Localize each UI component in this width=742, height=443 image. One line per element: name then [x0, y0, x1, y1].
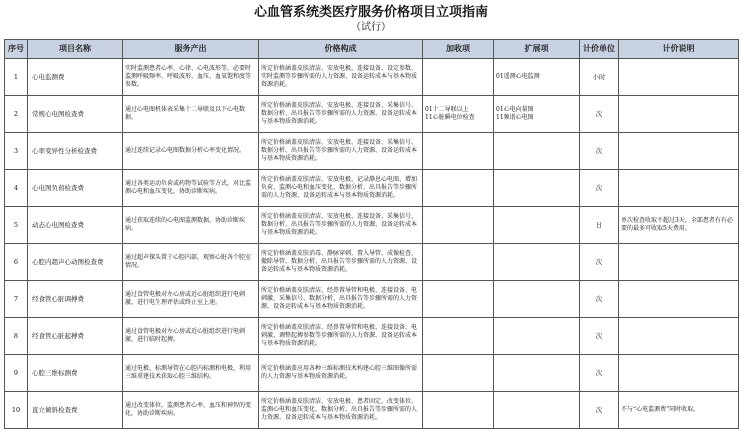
table-row: [5, 318, 739, 355]
header-name: 项目名称: [28, 40, 123, 59]
cell-addon: [423, 133, 494, 170]
cell-note: [619, 133, 739, 170]
cell-name: 经食管心脏调搏费: [28, 281, 123, 318]
cell-output: 通过连续记录心电图数据分析心率变化情况。: [123, 133, 259, 170]
document-title: 心血管系统类医疗服务价格项目立项指南: [253, 5, 488, 20]
cell-note: [619, 244, 739, 281]
cell-note: 不与“心电监测费”同时收取。: [619, 392, 739, 429]
cell-composition: 所定价格涵盖皮肤清洁、安放电极、患者固定、改变体位、监测心电和血压变化、数据分析、出具报告等步骤所需的人力资源、设备运转成本与基本物质资源消耗。: [259, 392, 423, 429]
cell-extension: [494, 318, 580, 355]
cell-unit: 次: [580, 318, 619, 355]
cell-composition: 所定价格涵盖皮肤清洁、安放电极、连接设备、采集信号、数据分析、出具报告等步骤所需的人力资源、设备运转成本与基本物质资源消耗。: [259, 96, 423, 133]
cell-unit: 次: [580, 170, 619, 207]
cell-extension: 01心电向量图 11频谱心电图: [494, 96, 580, 133]
cell-no: 1: [5, 59, 28, 96]
table-row: [5, 244, 739, 281]
cell-addon: [423, 392, 494, 429]
table-body: [5, 59, 739, 429]
cell-output: 通过心电图机体表采集十二导联及以下心电数据。: [123, 96, 259, 133]
cell-composition: 所定价格涵盖皮肤清洁、安放电极、连接设备、采集信号、数据分析、出具报告等步骤所需的人力资源、设备运转成本与基本物质资源消耗。: [259, 133, 423, 170]
cell-addon: [423, 207, 494, 244]
cell-name: 动态心电图检查费: [28, 207, 123, 244]
cell-extension: [494, 133, 580, 170]
header-note: 计价说明: [619, 40, 739, 59]
cell-extension: [494, 207, 580, 244]
header-output: 服务产出: [123, 40, 259, 59]
table-row: [5, 355, 739, 392]
cell-no: 3: [5, 133, 28, 170]
price-guide-table: [4, 39, 739, 429]
cell-output: 通过改变体位，监测患者心率、血压和神智的变化，协助诊断疾病。: [123, 392, 259, 429]
cell-name: 心电图负荷检查费: [28, 170, 123, 207]
cell-unit: 次: [580, 355, 619, 392]
cell-output: 通过各类运动负荷或药物等试验等方式，对比监测心电和血压变化，协助诊断疾病。: [123, 170, 259, 207]
cell-addon: [423, 318, 494, 355]
cell-note: [619, 96, 739, 133]
cell-composition: 所定价格涵盖皮肤清洁、安放电极、连接设备、设定参数、实时监测等步骤所需的人力资源、设备运转成本与基本物质资源消耗。: [259, 59, 423, 96]
cell-extension: [494, 170, 580, 207]
cell-name: 直立倾斜检查费: [28, 392, 123, 429]
cell-extension: 01遥测心电监测: [494, 59, 580, 96]
cell-output: 通过获取连续的心电图监测数据，协助诊断疾病。: [123, 207, 259, 244]
cell-addon: [423, 355, 494, 392]
cell-extension: [494, 244, 580, 281]
cell-unit: 次: [580, 96, 619, 133]
cell-note: [619, 355, 739, 392]
cell-note: [619, 170, 739, 207]
header-addon: 加收项: [423, 40, 494, 59]
cell-addon: [423, 281, 494, 318]
header-composition: 价格构成: [259, 40, 423, 59]
cell-extension: [494, 281, 580, 318]
cell-output: 通过食管电极对左心房或近心脏组织进行电刺激，进行临时起搏。: [123, 318, 259, 355]
table-row: [5, 96, 739, 133]
header-unit: 计价单位: [580, 40, 619, 59]
cell-output: 通过电极、标测导管在心腔内标测和电极，利用三维重建技术获取心腔三维结构。: [123, 355, 259, 392]
cell-unit: 小时: [580, 59, 619, 96]
cell-addon: 01十二导联以上 11心脏瞬电位检查: [423, 96, 494, 133]
table-row: [5, 281, 739, 318]
document-subtitle: （试行）: [351, 22, 391, 33]
table-row: [5, 392, 739, 429]
cell-extension: [494, 392, 580, 429]
cell-output: 实时监测患者心率、心律、心电波形等，必要时监测呼吸频率、呼吸波形、血压、血氧饱和度等参数。: [123, 59, 259, 96]
cell-unit: 次: [580, 133, 619, 170]
cell-no: 6: [5, 244, 28, 281]
cell-output: 通过食管电极对左心房或近心脏组织进行电刺激，进行电生理评估或终止室上速。: [123, 281, 259, 318]
cell-name: 常规心电图检查费: [28, 96, 123, 133]
cell-no: 8: [5, 318, 28, 355]
cell-no: 10: [5, 392, 28, 429]
table-row: [5, 133, 739, 170]
cell-name: 心率变异性分析检查费: [28, 133, 123, 170]
cell-unit: 次: [580, 244, 619, 281]
cell-output: 通过超声探头置于心腔内部，观察心脏各个腔室情况。: [123, 244, 259, 281]
header-extension: 扩展项: [494, 40, 580, 59]
cell-name: 心电监测费: [28, 59, 123, 96]
cell-no: 5: [5, 207, 28, 244]
cell-unit: 日: [580, 207, 619, 244]
cell-extension: [494, 355, 580, 392]
table-header-row: [5, 40, 739, 59]
cell-name: 心腔内超声心动图检查费: [28, 244, 123, 281]
cell-name: 经食管心脏起搏费: [28, 318, 123, 355]
cell-composition: 所定价格涵盖皮肤清洁、经鼻置导管和电极、连接设备、电刺激、调整起搏参数等步骤所需的人力资源、设备运转成本与基本物质资源消耗。: [259, 318, 423, 355]
cell-name: 心腔三维标测费: [28, 355, 123, 392]
cell-composition: 所定价格涵盖皮肤消毒、静脉穿刺、置入导管、成像检查、撤除导管、数据分析、出具报告等步骤所需的人力资源、设备运转成本与基本物质资源消耗。: [259, 244, 423, 281]
price-guide-table-container: [4, 39, 738, 429]
cell-no: 2: [5, 96, 28, 133]
cell-no: 4: [5, 170, 28, 207]
cell-note: [619, 281, 739, 318]
cell-composition: 所定价格涵盖应用各种三维标测技术构建心腔三维图像所需的人力资源与基本物质资源消耗。: [259, 355, 423, 392]
cell-no: 9: [5, 355, 28, 392]
table-row: [5, 207, 739, 244]
table-row: [5, 170, 739, 207]
cell-unit: 次: [580, 392, 619, 429]
cell-composition: 所定价格涵盖皮肤清洁、安放电极、记录静息心电图、增加负荷、监测心电和血压变化、数据分析、出具报告等步骤所需的人力资源、设备运转成本与基本物质资源消耗。: [259, 170, 423, 207]
cell-note: 单次检查收取不超过3天，全部患者有有必要的最多可收取5天费用。: [619, 207, 739, 244]
cell-composition: 所定价格涵盖皮肤清洁、安放电极、连接设备、采集信号、数据分析、出具报告等步骤所需的人力资源、设备运转成本与基本物质资源消耗。: [259, 207, 423, 244]
cell-no: 7: [5, 281, 28, 318]
cell-unit: 次: [580, 281, 619, 318]
cell-addon: [423, 59, 494, 96]
cell-note: [619, 59, 739, 96]
table-row: [5, 59, 739, 96]
header-no: 序号: [5, 40, 28, 59]
cell-addon: [423, 170, 494, 207]
cell-addon: [423, 244, 494, 281]
cell-note: [619, 318, 739, 355]
cell-composition: 所定价格涵盖皮肤清洁、经鼻置导管和电极、连接设备、电刺激、采集信号、数据分析、出具报告等步骤所需的人力资源、设备运转成本与基本物质资源消耗。: [259, 281, 423, 318]
